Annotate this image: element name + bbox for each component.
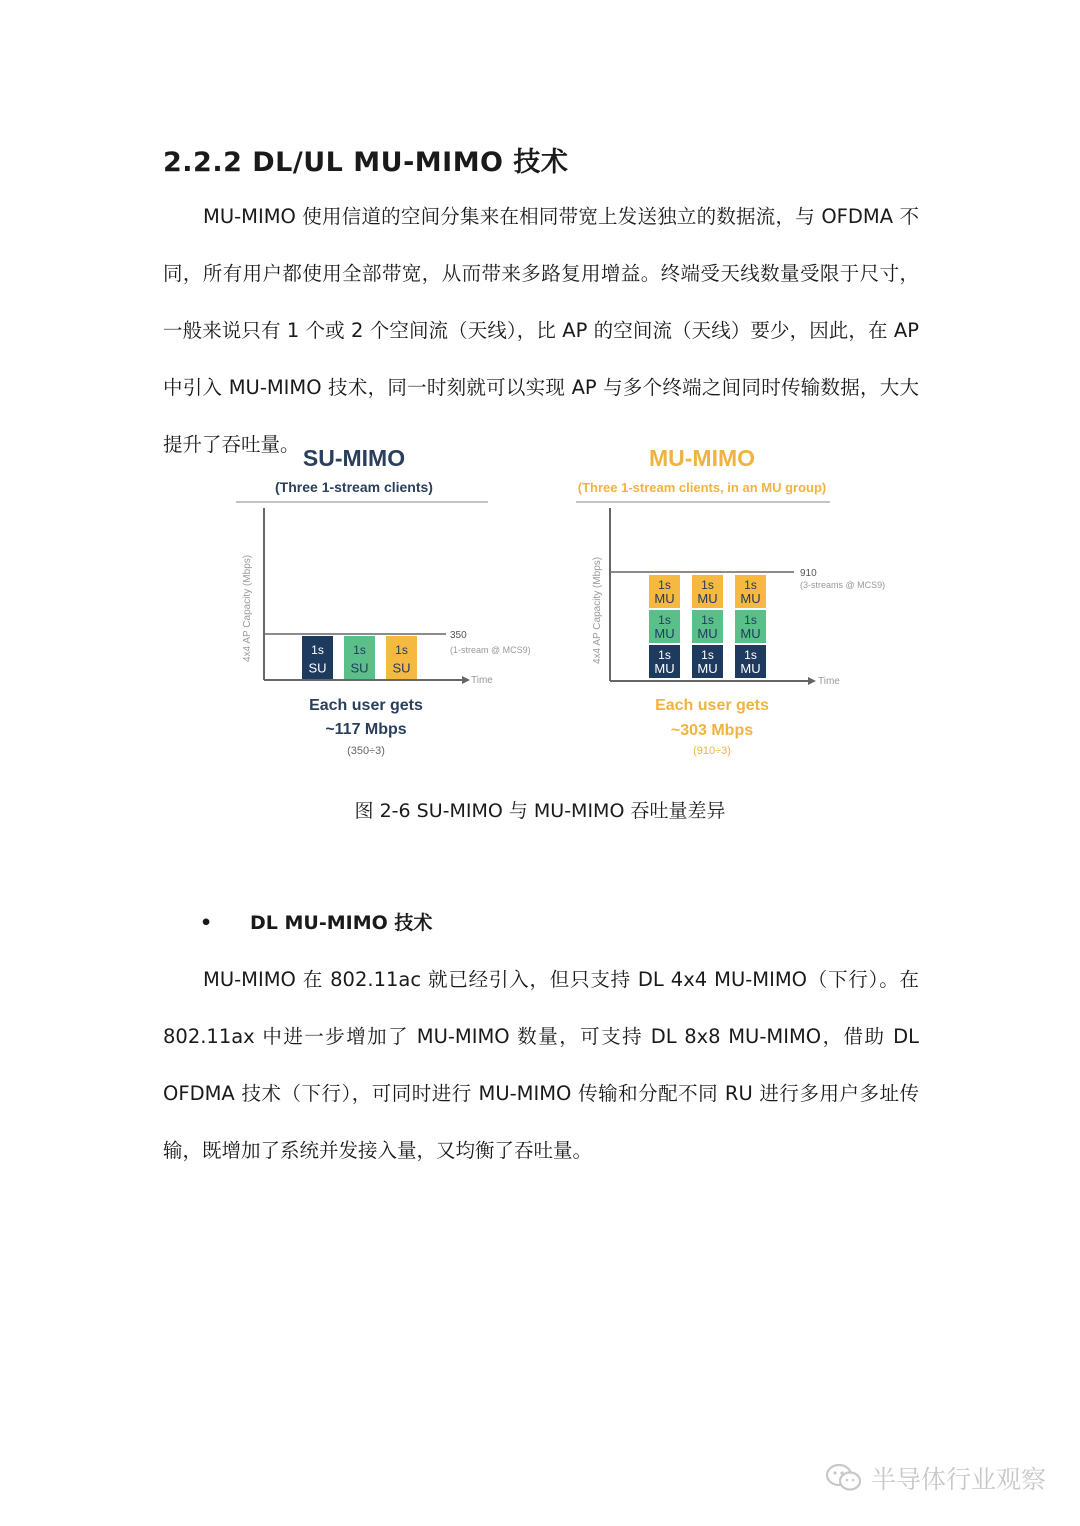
dl-mu-mimo-paragraph: MU-MIMO 在 802.11ac 就已经引入，但只支持 DL 4x4 MU-MIMO（下行）。在 802.11ax 中进一步增加了 MU-MIMO 数量，可支持 DL 8x8 MU-MIMO，借助 DL OFDMA 技术（下行），可同时进行 MU-MIMO 传输和分配不同 RU 进行多用户多址传输，既增加了系统并发接入量，又均衡了吞吐量。 bbox=[163, 968, 919, 1162]
su-x-arrow bbox=[462, 676, 470, 684]
su-block-1-top-label: 1s bbox=[311, 643, 324, 658]
wechat-icon bbox=[825, 1462, 863, 1494]
mu-title: MU-MIMO bbox=[648, 445, 756, 471]
bullet-heading bbox=[200, 908, 432, 935]
mu-block-r2c3-top-label: 1s bbox=[744, 612, 757, 627]
mu-capacity-note: (3-streams @ MCS9) bbox=[800, 580, 886, 590]
su-block-2-top-label: 1s bbox=[353, 643, 366, 658]
su-result-line2: ~117 Mbps bbox=[325, 721, 407, 738]
su-capacity-note: (1-stream @ MCS9) bbox=[450, 645, 531, 655]
mu-block-r2c1-bottom-label: MU bbox=[654, 626, 675, 642]
su-block-1-bottom-label: SU bbox=[308, 660, 327, 676]
mu-block-r1c1-top-label: 1s bbox=[658, 577, 671, 592]
su-block-3-bottom-label: SU bbox=[392, 660, 411, 676]
mu-block-r3c2-top-label: 1s bbox=[701, 647, 714, 662]
section-heading: 2.2.2 DL/UL MU-MIMO 技术 bbox=[163, 147, 569, 178]
mu-block-r1c2-bottom-label: MU bbox=[697, 591, 718, 607]
mu-block-r3c1-top-label: 1s bbox=[658, 647, 671, 662]
intro-paragraph: MU-MIMO 使用信道的空间分集来在相同带宽上发送独立的数据流，与 OFDMA 不同，所有用户都使用全部带宽，从而带来多路复用增益。终端受天线数量受限于尺寸，一般来说只有 1 个或 2 个空间流（天线），比 AP 的空间流（天线）要少，因此，在 AP 中引入 MU-MIMO 技术，同一时刻就可以实现 AP 与多个终端之间同时传输数据，大大提升了吞吐量。 bbox=[163, 205, 919, 456]
mu-block-r1c3-bottom-label: MU bbox=[740, 591, 761, 607]
bullet-title: DL MU-MIMO 技术 bbox=[250, 912, 433, 934]
mu-block-r2c2-top-label: 1s bbox=[701, 612, 714, 627]
mu-block-r1c2-top-label: 1s bbox=[701, 577, 714, 592]
mu-x-arrow bbox=[808, 677, 816, 685]
su-result-line3: (350÷3) bbox=[347, 745, 385, 757]
mu-block-r3c3-bottom-label: MU bbox=[740, 661, 761, 677]
su-blocks bbox=[302, 636, 417, 679]
watermark bbox=[825, 1460, 1046, 1496]
mu-block-r1c1-bottom-label: MU bbox=[654, 591, 675, 607]
mu-block-r3c3-top-label: 1s bbox=[744, 647, 757, 662]
su-xlabel: Time bbox=[471, 675, 493, 686]
figure-svg bbox=[228, 430, 908, 770]
mu-blocks bbox=[649, 575, 766, 678]
mu-result-line3: (910÷3) bbox=[693, 745, 731, 757]
mimo-comparison-figure bbox=[228, 430, 908, 770]
su-title: SU-MIMO bbox=[302, 445, 406, 471]
su-ylabel: 4x4 AP Capacity (Mbps) bbox=[242, 554, 253, 662]
mu-subtitle: (Three 1-stream clients, in an MU group) bbox=[577, 480, 827, 495]
bullet-dot: • bbox=[200, 912, 213, 934]
su-subtitle: (Three 1-stream clients) bbox=[275, 479, 433, 495]
mu-result-line1: Each user gets bbox=[655, 697, 769, 714]
mu-result-line2: ~303 Mbps bbox=[670, 722, 754, 739]
mu-xlabel: Time bbox=[818, 676, 840, 687]
su-result-line1: Each user gets bbox=[309, 697, 423, 714]
figure-caption: 图 2-6 SU-MIMO 与 MU-MIMO 吞吐量差异 bbox=[354, 800, 726, 822]
su-block-2-bottom-label: SU bbox=[350, 660, 369, 676]
mu-block-r3c1-bottom-label: MU bbox=[654, 661, 675, 677]
mu-ylabel: 4x4 AP Capacity (Mbps) bbox=[592, 556, 603, 664]
mu-block-r3c2-bottom-label: MU bbox=[697, 661, 718, 677]
mu-capacity-value: 910 bbox=[800, 568, 817, 579]
su-block-3-top-label: 1s bbox=[395, 643, 408, 658]
mu-block-r1c3-top-label: 1s bbox=[744, 577, 757, 592]
su-capacity-value: 350 bbox=[450, 630, 467, 641]
watermark-text: 半导体行业观察 bbox=[870, 1465, 1046, 1494]
mu-block-r2c3-bottom-label: MU bbox=[740, 626, 761, 642]
mu-block-r2c2-bottom-label: MU bbox=[697, 626, 718, 642]
mu-block-r2c1-top-label: 1s bbox=[658, 612, 671, 627]
